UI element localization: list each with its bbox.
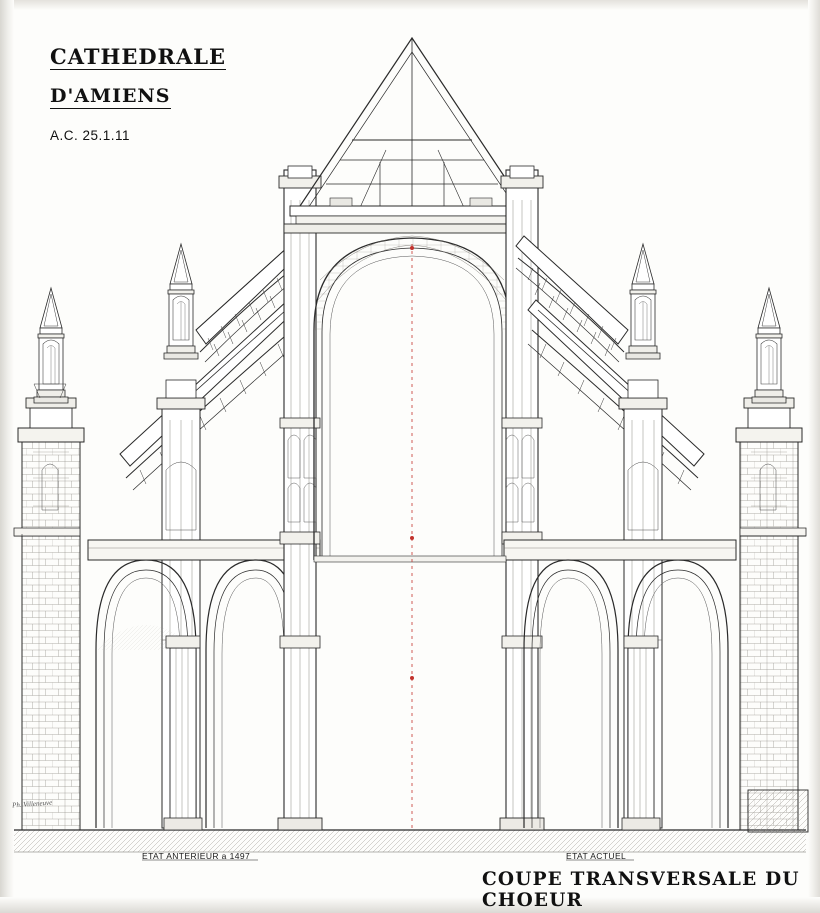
- title-block: [50, 46, 310, 143]
- main-caption: COUPE TRANSVERSALE DU CHOEUR: [482, 869, 800, 911]
- axis-marker-low: [410, 676, 414, 680]
- clerestory-bands: [314, 418, 506, 562]
- right-outer-buttress: [736, 288, 808, 832]
- right-aisle-columns: [622, 636, 660, 830]
- right-aisle-arcade: [504, 540, 736, 828]
- title-line-1: CATHEDRALE: [50, 44, 227, 69]
- signature: Ph. Villeneuve: [11, 798, 53, 810]
- axis-marker-top: [410, 246, 414, 250]
- caption-left: ETAT ANTERIEUR a 1497: [142, 851, 251, 861]
- drawing-code: A.C. 25.1.11: [50, 127, 131, 143]
- roof-truss: [284, 38, 536, 233]
- left-main-pier: [278, 166, 322, 830]
- ground-line: [14, 830, 806, 852]
- caption-right: ETAT ACTUEL: [566, 851, 627, 861]
- left-outer-buttress: [18, 288, 84, 830]
- title-line-2: D'AMIENS: [50, 85, 171, 108]
- axis-marker-mid: [410, 536, 414, 540]
- left-aisle-columns: [164, 636, 202, 830]
